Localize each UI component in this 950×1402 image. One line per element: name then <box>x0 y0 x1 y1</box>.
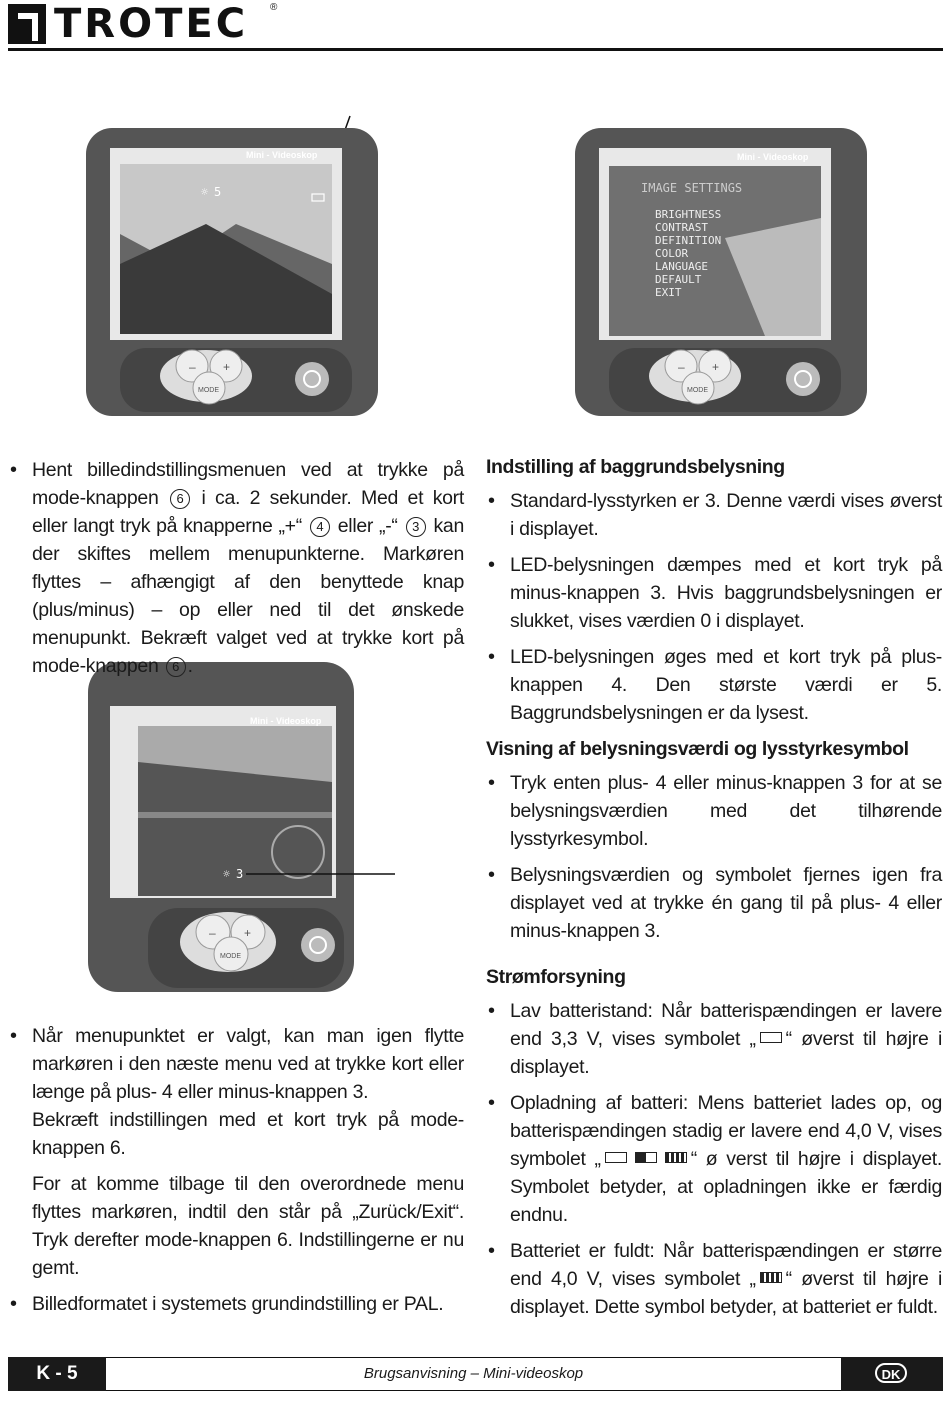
text-segment: “ ø verst til højre i displayet. Symbolet betyder, at opladningen ikke er færdig endnu. <box>510 1148 942 1226</box>
svg-text:BRIGHTNESS: BRIGHTNESS <box>655 208 722 221</box>
battery-empty-icon <box>760 1032 782 1043</box>
left-column-bottom <box>8 1022 464 1326</box>
svg-text:3: 3 <box>236 867 244 881</box>
svg-text:DEFINITION: DEFINITION <box>655 234 722 247</box>
svg-text:+: + <box>223 360 231 374</box>
confirm-text: Bekræft indstillingen med et kort tryk på mode-knappen 6. <box>32 1109 464 1159</box>
svg-text:☼: ☼ <box>201 185 209 199</box>
svg-text:LANGUAGE: LANGUAGE <box>655 260 708 273</box>
right-column <box>486 453 942 1329</box>
bullet-text: Når menupunktet er valgt, kan man igen flytte markøren i den næste menu ved at trykke kort eller længe på plus- 4 eller minus-knappen 3. <box>32 1025 464 1103</box>
svg-text:–: – <box>209 926 216 940</box>
power-item-full <box>486 1237 942 1321</box>
brand-logo <box>8 2 248 46</box>
heading-power: Strømforsyning <box>486 966 626 988</box>
power-item-low <box>486 997 942 1081</box>
instruction-bullet-1 <box>8 456 464 680</box>
svg-text:+: + <box>712 360 720 374</box>
heading-brightness-display: Visning af belysningsværdi og lysstyrkesymbol <box>486 738 909 760</box>
text-segment: “ øverst til højre i displayet. Dette symbol betyder, at batteriet er fuldt. <box>510 1268 942 1318</box>
text-segment: “ øverst til højre i displayet. <box>510 1028 942 1078</box>
svg-text:☼: ☼ <box>223 867 231 881</box>
battery-full-icon <box>760 1272 782 1283</box>
svg-text:MODE: MODE <box>220 953 241 960</box>
svg-text:Mini - Videoskop: Mini - Videoskop <box>246 150 318 160</box>
power-item-charging <box>486 1089 942 1229</box>
heading-backlight: Indstilling af baggrundsbelysning <box>486 456 785 478</box>
svg-text:COLOR: COLOR <box>655 247 689 260</box>
text-segment: . <box>187 655 193 677</box>
brand-name: TROTEC <box>54 1 249 47</box>
callout-number: 4 <box>310 517 330 537</box>
figure-videoscope-2 <box>575 128 870 420</box>
text-segment: Batteriet er fuldt: Når batterispændingen er større end 4,0 V, vises symbolet „ <box>510 1240 942 1290</box>
callout-number: 3 <box>406 517 426 537</box>
header-rule <box>8 48 943 51</box>
battery-charging-icon <box>635 1152 657 1163</box>
svg-text:Mini - Videoskop: Mini - Videoskop <box>737 152 809 162</box>
svg-text:MODE: MODE <box>198 387 219 394</box>
text-segment: kan der skiftes mellem menupunkterne. Markøren flyttes – afhængigt af den benyttede knap (plus/minus) – op eller ned til det ønskede menupunkt. Bekræft valget ved at trykke kort på mode-knappen <box>32 515 464 677</box>
brightness-item: • Tryk enten plus- 4 eller minus-knappen 3 for at se belysningsværdien med det tilhørende lysstyrkesymbol. <box>486 769 942 853</box>
instruction-bullet-2 <box>8 1022 464 1106</box>
svg-text:Mini - Videoskop: Mini - Videoskop <box>250 716 322 726</box>
svg-text:5: 5 <box>214 185 222 199</box>
footer-title: Brugsanvisning – Mini-videoskop <box>363 1365 584 1382</box>
text-segment: Hent billedindstillingsmenuen ved at trykke på mode-knappen <box>32 459 464 509</box>
exit-paragraph: For at komme tilbage til den overordnede menu flyttes markøren, indtil den står på „Zurück/Exit“. Tryk derefter mode-knappen 6. Indstillingerne er nu gemt. <box>32 1173 464 1279</box>
brightness-item: • Belysningsværdien og symbolet fjernes igen fra displayet ved at trykke én gang til på plus- 4 eller minus-knappen 3. <box>486 861 942 945</box>
text-segment: Lav batteristand: Når batterispændingen er lavere end 3,3 V, vises symbolet „ <box>510 1000 942 1050</box>
figure-videoscope-1 <box>86 114 386 419</box>
registered-mark: ® <box>270 2 278 13</box>
callout-number: 6 <box>166 657 186 677</box>
left-column-top <box>8 456 464 688</box>
svg-text:DEFAULT: DEFAULT <box>655 273 702 286</box>
text-segment: eller „-“ <box>337 515 398 537</box>
backlight-item: • LED-belysningen øges med et kort tryk på plus-knappen 4. Den største værdi er 5. Baggrundsbelysningen er da lysest. <box>486 643 942 727</box>
logo-mark-icon <box>8 4 46 44</box>
language-code: DK <box>875 1363 907 1383</box>
battery-charging-icon <box>665 1152 687 1163</box>
text-segment: Opladning af batteri: Mens batteriet lades op, og batterispændingen stadig er lavere end 4,0 V, vises symbolet „ <box>510 1092 942 1170</box>
figure-videoscope-3 <box>88 662 398 994</box>
backlight-item: • LED-belysningen dæmpes med et kort tryk på minus-knappen 3. Hvis baggrundsbelysningen er slukket, vises værdien 0 i displayet. <box>486 551 942 635</box>
svg-text:CONTRAST: CONTRAST <box>655 221 708 234</box>
instruction-bullet-3 <box>8 1290 464 1318</box>
backlight-item: • Standard-lysstyrken er 3. Denne værdi vises øverst i displayet. <box>486 487 942 543</box>
svg-text:+: + <box>244 926 252 940</box>
svg-text:IMAGE SETTINGS: IMAGE SETTINGS <box>641 181 743 195</box>
battery-charging-icon <box>605 1152 627 1163</box>
svg-text:–: – <box>189 360 196 374</box>
svg-text:EXIT: EXIT <box>655 286 682 299</box>
svg-text:MODE: MODE <box>687 387 708 394</box>
language-badge <box>841 1357 943 1391</box>
svg-text:–: – <box>678 360 685 374</box>
page-number: K - 5 <box>8 1357 106 1391</box>
callout-number: 6 <box>170 489 190 509</box>
bullet-text: Billedformatet i systemets grundindstilling er PAL. <box>32 1293 444 1315</box>
text-segment: i ca. 2 sekunder. Med et kort eller langt tryk på knapperne „+“ <box>32 487 464 537</box>
